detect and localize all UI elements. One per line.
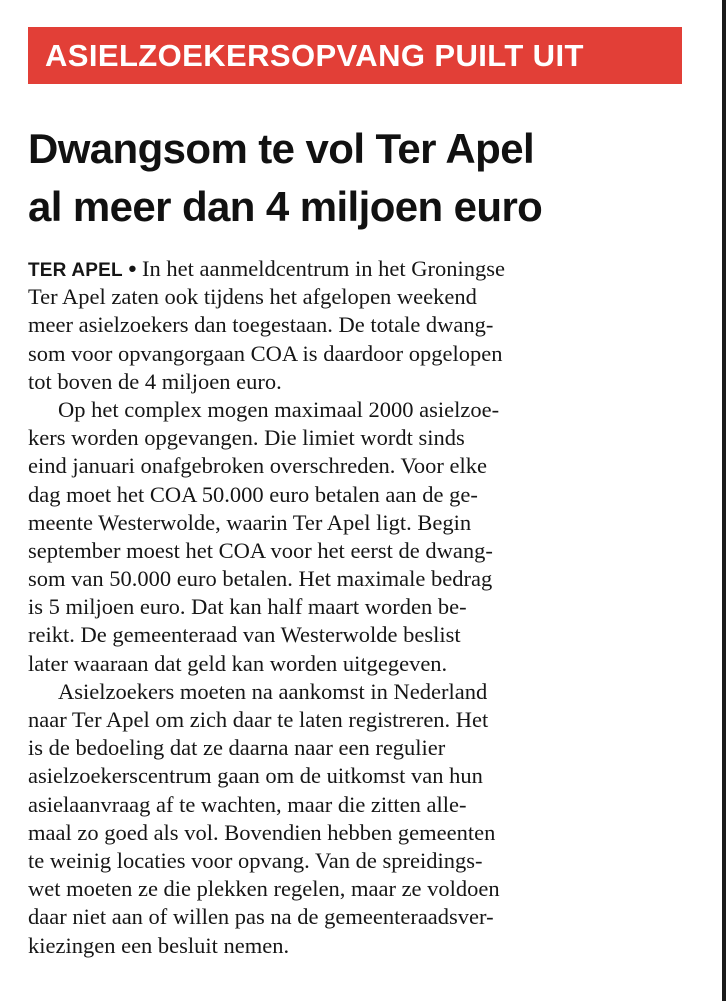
headline-line-1: Dwangsom te vol Ter Apel	[28, 125, 535, 172]
article-line: meente Westerwolde, waarin Ter Apel ligt. Begin	[28, 509, 472, 535]
article-line: tot boven de 4 miljoen euro.	[28, 368, 282, 394]
kicker-text: ASIELZOEKERSOPVANG PUILT UIT	[45, 37, 584, 73]
article-line: is 5 miljoen euro. Dat kan half maart worden be-	[28, 594, 467, 620]
dateline-bullet: •	[128, 256, 137, 281]
article-line: naar Ter Apel om zich daar te laten registreren. Het	[28, 707, 489, 732]
column-rule	[722, 0, 726, 1001]
article-line: later waaraan dat geld kan worden uitgegeven.	[28, 650, 448, 676]
dateline: TER APEL	[28, 260, 123, 281]
article-line: te weinig locaties voor opvang. Van de spreidings-	[28, 847, 483, 873]
article-line: september moest het COA voor het eerst de dwang-	[28, 537, 493, 563]
article-line: som van 50.000 euro betalen. Het maximale bedrag	[28, 566, 493, 592]
article-line: dag moet het COA 50.000 euro betalen aan de ge-	[28, 481, 478, 507]
article-line: maal zo goed als vol. Bovendien hebben gemeenten	[28, 819, 496, 845]
article-line: asielzoekerscentrum gaan om de uitkomst van hun	[28, 763, 483, 789]
article-line: kiezingen een besluit nemen.	[28, 932, 290, 958]
headline	[28, 120, 708, 236]
headline-line-2: al meer dan 4 miljoen euro	[28, 183, 543, 230]
article-line: eind januari onafgebroken overschreden. Voor elke	[28, 453, 487, 479]
article-line: meer asielzoekers dan toegestaan. De totale dwang-	[28, 312, 494, 338]
article-line: daar niet aan of willen pas na de gemeenteraadsver-	[28, 904, 494, 930]
kicker-banner	[28, 27, 682, 84]
article-line: kers worden opgevangen. Die limiet wordt sinds	[28, 425, 465, 451]
article-line: Asielzoekers moeten na aankomst in Nederland	[58, 678, 488, 704]
article-line: wet moeten ze die plekken regelen, maar ze voldoen	[28, 876, 500, 902]
article-line: Ter Apel zaten ook tijdens het afgelopen weekend	[28, 284, 477, 310]
article-body	[28, 255, 700, 960]
article-line: som voor opvangorgaan COA is daardoor opgelopen	[28, 340, 503, 366]
article-line: is de bedoeling dat ze daarna naar een regulier	[28, 735, 446, 761]
article-line: Op het complex mogen maximaal 2000 asielzoe-	[58, 396, 500, 422]
article-line-text: In het aanmeldcentrum in het Groningse	[136, 256, 506, 281]
article-line	[28, 255, 700, 283]
article-line: asielaanvraag af te wachten, maar die zitten alle-	[28, 791, 467, 817]
article-line: reikt. De gemeenteraad van Westerwolde beslist	[28, 622, 461, 648]
